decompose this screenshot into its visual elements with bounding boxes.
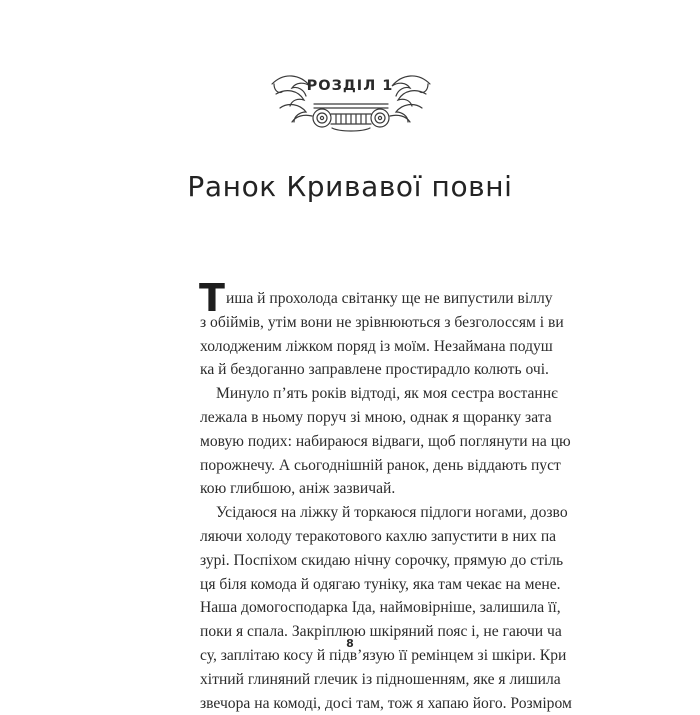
- page-number: 8: [346, 637, 354, 650]
- body-line: су, заплітаю косу й підв’язую її ремінцем зі шкіри. Кри: [200, 646, 567, 664]
- chapter-label: РОЗДІЛ 1: [306, 78, 394, 94]
- body-line-text: иша й прохолода світанку ще не випустили віллу: [226, 290, 553, 307]
- body-line: зурі. Поспіхом скидаю нічну сорочку, прямую до стіль: [200, 551, 564, 569]
- body-line: мовую подих: набираюся відваги, щоб поглянути на цю: [200, 432, 571, 450]
- body-line: порожнечу. А сьогоднішній ранок, день віддають пуст: [200, 456, 561, 474]
- body-line: холодженим ліжком поряд із моїм. Незаймана подуш: [200, 337, 553, 355]
- body-line: [199, 276, 553, 320]
- body-line: хітний глиняний глечик із підношенням, яке я лишила: [200, 670, 561, 688]
- body-line: звечора на комоді, досі там, тож я хапаю його. Розміром: [200, 694, 572, 712]
- chapter-title: Ранок Кривавої повні: [187, 170, 513, 203]
- body-line: ця біля комода й одягаю туніку, яка там чекає на мене.: [200, 575, 561, 593]
- body-line: лежала в ньому поруч зі мною, однак я щоранку зата: [200, 408, 552, 426]
- ionic-capital-ornament-icon: [270, 64, 432, 136]
- chapter-body: [199, 276, 572, 715]
- body-line: Усідаюся на ліжку й торкаюся підлоги ногами, дозво: [216, 504, 568, 522]
- body-line: поки я спала. Закріплюю шкіряний пояс і, не гаючи ча: [200, 623, 562, 641]
- body-line: Минуло п’ять років відтоді, як моя сестра востаннє: [216, 385, 558, 403]
- body-line: Наша домогосподарка Іда, наймовірніше, залишила її,: [200, 599, 561, 617]
- drop-cap: Т: [199, 276, 225, 320]
- body-line: ляючи холоду теракотового кахлю запустити в них па: [200, 527, 557, 545]
- body-line: з обіймів, утім вони не зрівнюються з безголоссям і ви: [200, 313, 564, 331]
- body-line: ка й бездоганно заправлене простирадло колють очі.: [200, 361, 549, 379]
- body-line: кою глибшою, аніж зазвичай.: [200, 480, 396, 498]
